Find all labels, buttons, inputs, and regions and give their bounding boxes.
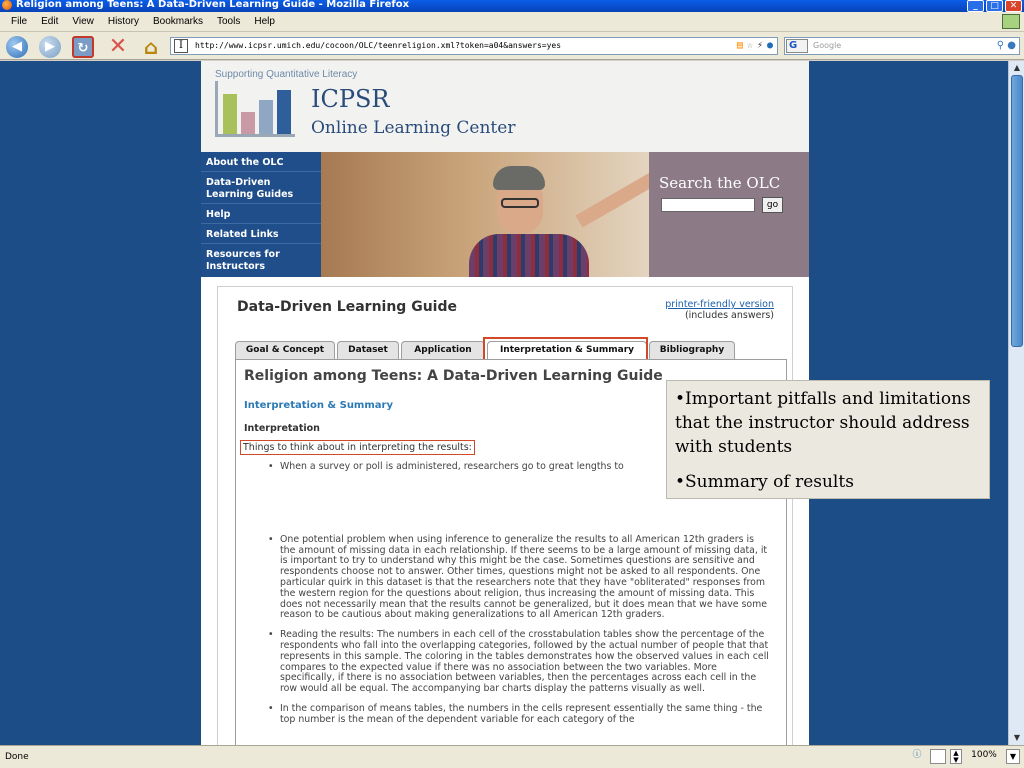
minimize-button[interactable]: _ bbox=[967, 0, 984, 12]
menu-view[interactable]: View bbox=[72, 16, 94, 27]
callout-line-summary: •Summary of results bbox=[675, 472, 854, 492]
maximize-button[interactable]: □ bbox=[986, 0, 1003, 12]
logo-bar-pink bbox=[241, 112, 255, 134]
interpretation-list bbox=[268, 461, 770, 735]
zoom-dropdown-icon[interactable]: ▼ bbox=[1006, 749, 1020, 764]
list-item-text: In the comparison of means tables, the numbers in the cells represent essentially the same thing - the top number is the mean of the dependent variable for each category of the bbox=[280, 702, 763, 725]
menu-history[interactable]: History bbox=[107, 16, 139, 27]
site-nav bbox=[201, 152, 321, 277]
go-arrow-icon[interactable]: ● bbox=[766, 40, 773, 51]
menu-file[interactable]: File bbox=[11, 16, 28, 27]
tab-application[interactable]: Application bbox=[401, 341, 485, 359]
addon-tool-icon[interactable]: ⚡ bbox=[756, 40, 763, 51]
vertical-scrollbar[interactable] bbox=[1008, 61, 1024, 745]
search-input[interactable] bbox=[784, 37, 1020, 55]
guide-heading: Data-Driven Learning Guide bbox=[237, 299, 457, 315]
reload-icon: ↻ bbox=[77, 41, 89, 56]
rss-feed-icon[interactable]: ▤ bbox=[736, 40, 743, 51]
tab-interpretation-summary[interactable]: Interpretation & Summary bbox=[487, 341, 647, 360]
firefox-logo-icon bbox=[2, 0, 12, 10]
logo-bar-lightblue bbox=[259, 100, 273, 134]
status-bar bbox=[0, 745, 1024, 768]
tab-dataset[interactable]: Dataset bbox=[337, 341, 399, 359]
intro-line: Things to think about in interpreting the results: bbox=[240, 440, 475, 455]
zoom-level[interactable]: 100% bbox=[971, 750, 997, 760]
scrollbar-thumb[interactable] bbox=[1011, 75, 1023, 347]
printer-friendly-note: (includes answers) bbox=[684, 310, 774, 321]
list-item bbox=[268, 533, 770, 621]
printer-friendly-link[interactable]: printer-friendly version bbox=[665, 299, 774, 310]
info-icon[interactable]: ⓘ bbox=[912, 750, 922, 760]
zoom-spinner-icon[interactable]: ▲ ▼ bbox=[950, 749, 962, 764]
logo-bar-darkblue bbox=[277, 90, 291, 134]
nav-resources-instructors[interactable]: Resources for Instructors bbox=[206, 249, 280, 272]
forward-button[interactable] bbox=[39, 36, 61, 58]
window-title-bar bbox=[0, 0, 1024, 12]
list-item-text: When a survey or poll is administered, researchers go to great lengths to bbox=[280, 461, 624, 472]
list-item-text: Reading the results: The numbers in each cell of the crosstabulation tables show the percentage of the respondents who fall into the overlapping categories, followed by the actual number of people that that represents in this sample. The coloring in the tables demonstrates how the observed values in each cell compares to the expected value if there was no association between the two variables. More specifically, if there is no association between variables, then the percentages across each cell in the row would all be equal. The accompanying bar charts display the patterns visually as well. bbox=[280, 629, 769, 695]
reader-book-icon[interactable] bbox=[1002, 14, 1020, 29]
logo-bar-green bbox=[223, 94, 237, 134]
photo-arm bbox=[576, 170, 649, 227]
bullet-dot-icon: • bbox=[268, 533, 274, 545]
nav-help[interactable]: Help bbox=[201, 204, 321, 224]
close-button[interactable]: ✕ bbox=[1005, 0, 1022, 12]
photo-glasses bbox=[501, 198, 539, 208]
guide-content bbox=[217, 286, 793, 745]
navigation-toolbar bbox=[0, 32, 1024, 60]
site-tagline: Supporting Quantitative Literacy bbox=[215, 69, 358, 80]
menu-help[interactable]: Help bbox=[254, 16, 275, 27]
section-heading: Interpretation & Summary bbox=[244, 400, 393, 411]
list-item-text: One potential problem when using inference to generalize the results to all American 12th graders is the amount of missing data in each relationship. If there seems to be a large amount of missing data, it is important to try to understand why this might be the case. Sometimes questions are sensitive and respondents choose not to answer. Other times, questions might not be asked to all respondents. One particular quirk in this dataset is that the researchers note that they have "obliterated" responses from the western region for the questions about religion, thus increasing the amount of missing data. This does not necessarily mean that the results cannot be generalized, but it does mean that we have some reason to be cautious about making generalizations to all American 12th graders. bbox=[280, 533, 768, 621]
reload-button[interactable] bbox=[72, 36, 94, 58]
header-photo bbox=[321, 152, 649, 277]
site-favicon-icon: I bbox=[174, 39, 188, 53]
stop-x-icon: ✕ bbox=[108, 34, 128, 59]
logo-name[interactable]: ICPSR bbox=[311, 85, 390, 113]
nav-about[interactable]: About the OLC bbox=[201, 152, 321, 172]
callout-line-pitfalls: •Important pitfalls and limitations that the instructor should address with students bbox=[675, 389, 971, 457]
menu-tools[interactable]: Tools bbox=[217, 16, 241, 27]
back-arrow-icon: ◀ bbox=[12, 39, 22, 54]
magnifier-icon[interactable]: ⚲ ● bbox=[996, 40, 1016, 51]
subsection-heading: Interpretation bbox=[244, 423, 320, 434]
tab-bibliography[interactable]: Bibliography bbox=[649, 341, 735, 359]
back-button[interactable] bbox=[6, 36, 28, 58]
home-icon: ⌂ bbox=[143, 35, 159, 59]
panel-title: Religion among Teens: A Data-Driven Learning Guide bbox=[244, 368, 663, 384]
window-icon[interactable] bbox=[930, 749, 946, 764]
list-item bbox=[268, 629, 770, 695]
search-placeholder: Google bbox=[813, 41, 842, 50]
url-text: http://www.icpsr.umich.edu/cocoon/OLC/teenreligion.xml?token=a04&answers=yes bbox=[195, 41, 562, 50]
menu-bar bbox=[0, 12, 1024, 32]
olc-search-input[interactable] bbox=[661, 198, 755, 212]
window-title: Religion among Teens: A Data-Driven Learning Guide - Mozilla Firefox bbox=[16, 0, 410, 10]
site-header bbox=[201, 61, 809, 152]
nav-related-links[interactable]: Related Links bbox=[201, 224, 321, 244]
olc-search-title: Search the OLC bbox=[659, 174, 781, 192]
search-engine-icon[interactable]: G bbox=[786, 39, 808, 53]
nav-learning-guides[interactable]: Data-Driven Learning Guides bbox=[201, 172, 321, 204]
photo-hair bbox=[493, 166, 545, 190]
status-text: Done bbox=[5, 752, 29, 762]
olc-search-panel bbox=[649, 152, 809, 277]
logo-subtitle[interactable]: Online Learning Center bbox=[311, 118, 516, 138]
menu-bookmarks[interactable]: Bookmarks bbox=[152, 16, 203, 27]
icpsr-logo-bars bbox=[215, 81, 295, 137]
bullet-dot-icon: • bbox=[268, 702, 274, 714]
scroll-down-arrow-icon[interactable]: ▼ bbox=[1013, 733, 1021, 742]
bookmark-star-icon[interactable]: ☆ bbox=[746, 40, 753, 51]
url-bar-icons bbox=[737, 39, 773, 53]
photo-shirt bbox=[469, 234, 589, 277]
olc-search-go-button[interactable]: go bbox=[762, 197, 783, 213]
callout-box bbox=[666, 380, 990, 499]
bullet-dot-icon: • bbox=[268, 629, 274, 641]
url-bar[interactable] bbox=[170, 37, 778, 55]
stop-button[interactable] bbox=[107, 36, 129, 58]
tab-goal-concept[interactable]: Goal & Concept bbox=[235, 341, 335, 359]
forward-arrow-icon: ▶ bbox=[45, 39, 55, 54]
window-controls bbox=[967, 0, 1022, 12]
home-button[interactable] bbox=[140, 36, 162, 58]
menu-edit[interactable]: Edit bbox=[41, 16, 59, 27]
scroll-up-arrow-icon[interactable]: ▲ bbox=[1013, 63, 1021, 72]
status-icons bbox=[908, 749, 1020, 764]
list-item bbox=[268, 702, 770, 726]
bullet-dot-icon: • bbox=[268, 461, 274, 472]
